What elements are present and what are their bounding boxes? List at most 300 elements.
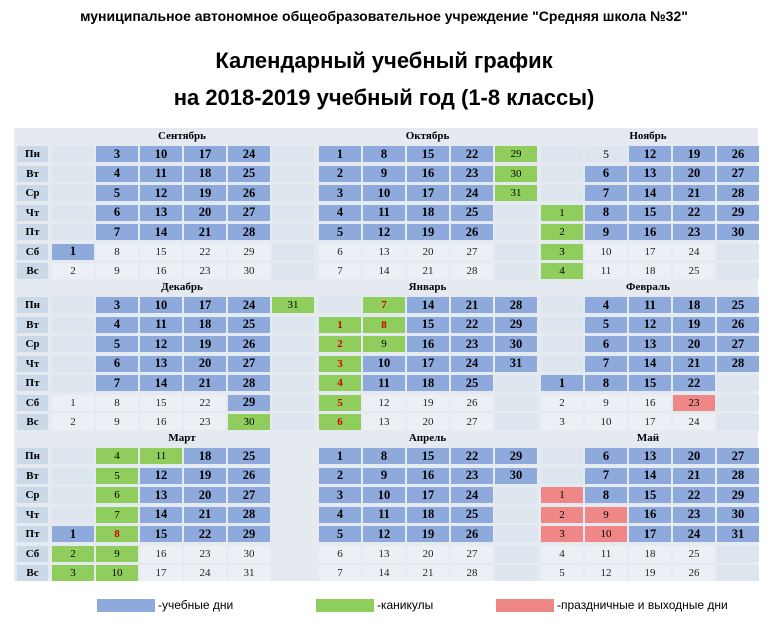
calendar-day-cell: 1 bbox=[319, 146, 361, 162]
calendar-day-cell bbox=[52, 317, 94, 333]
calendar-day-cell: 8 bbox=[96, 526, 138, 542]
legend-festive-label: -праздничные и выходные дни bbox=[557, 598, 728, 612]
calendar-day-cell: 16 bbox=[407, 336, 449, 352]
day-name-label: Сб bbox=[17, 546, 48, 562]
calendar-day-cell: 12 bbox=[629, 317, 671, 333]
calendar-day-cell: 11 bbox=[140, 166, 182, 182]
organization-name: муниципальное автономное общеобразовательное учреждение "Средняя школа №32" bbox=[80, 8, 688, 24]
calendar-day-cell bbox=[52, 297, 94, 313]
day-name-label: Ср bbox=[17, 185, 48, 201]
month-header: Декабрь bbox=[51, 280, 313, 294]
calendar-day-cell: 17 bbox=[407, 185, 449, 201]
calendar-day-cell: 9 bbox=[96, 263, 138, 279]
calendar-day-cell: 15 bbox=[629, 205, 671, 221]
calendar-day-cell bbox=[541, 448, 583, 464]
calendar-day-cell: 22 bbox=[184, 526, 226, 542]
calendar-day-cell: 20 bbox=[184, 356, 226, 372]
calendar-day-cell: 22 bbox=[673, 487, 715, 503]
calendar-day-cell: 10 bbox=[585, 526, 627, 542]
calendar-day-cell: 27 bbox=[717, 448, 759, 464]
calendar-day-cell: 12 bbox=[140, 468, 182, 484]
calendar-day-cell: 3 bbox=[319, 185, 361, 201]
calendar-day-cell: 19 bbox=[407, 395, 449, 411]
calendar-day-cell bbox=[541, 336, 583, 352]
calendar-day-cell bbox=[272, 317, 314, 333]
calendar-day-cell: 12 bbox=[363, 224, 405, 240]
calendar-day-cell: 9 bbox=[363, 336, 405, 352]
calendar-day-cell: 6 bbox=[585, 448, 627, 464]
calendar-day-cell: 5 bbox=[319, 395, 361, 411]
calendar-day-cell: 18 bbox=[629, 263, 671, 279]
calendar-day-cell: 28 bbox=[228, 507, 270, 523]
calendar-day-cell: 23 bbox=[673, 395, 715, 411]
calendar-day-cell: 24 bbox=[451, 487, 493, 503]
calendar-day-cell: 26 bbox=[451, 224, 493, 240]
calendar-day-cell: 9 bbox=[96, 546, 138, 562]
calendar-day-cell: 14 bbox=[140, 224, 182, 240]
calendar-day-cell: 5 bbox=[96, 185, 138, 201]
month-header: Апрель bbox=[318, 431, 537, 445]
calendar-day-cell: 13 bbox=[629, 166, 671, 182]
calendar-day-cell: 5 bbox=[541, 565, 583, 581]
calendar-day-cell bbox=[52, 166, 94, 182]
calendar-day-cell: 8 bbox=[585, 487, 627, 503]
calendar-day-cell: 5 bbox=[96, 468, 138, 484]
day-name-label: Вс bbox=[17, 263, 48, 279]
day-name-label: Пт bbox=[17, 375, 48, 391]
calendar-day-cell: 23 bbox=[673, 224, 715, 240]
calendar-day-cell: 13 bbox=[363, 414, 405, 430]
calendar-day-cell bbox=[272, 244, 314, 260]
calendar-day-cell: 7 bbox=[363, 297, 405, 313]
calendar-day-cell: 28 bbox=[717, 468, 759, 484]
calendar-day-cell bbox=[541, 317, 583, 333]
calendar-day-cell: 21 bbox=[673, 356, 715, 372]
calendar-day-cell: 1 bbox=[541, 375, 583, 391]
calendar-day-cell bbox=[272, 146, 314, 162]
month-header: Март bbox=[51, 431, 313, 445]
calendar-day-cell: 26 bbox=[451, 526, 493, 542]
calendar-day-cell: 18 bbox=[184, 317, 226, 333]
calendar-day-cell: 16 bbox=[140, 414, 182, 430]
calendar-day-cell: 20 bbox=[407, 244, 449, 260]
calendar-day-cell: 29 bbox=[495, 146, 537, 162]
calendar-day-cell bbox=[272, 205, 314, 221]
calendar-day-cell: 15 bbox=[407, 146, 449, 162]
calendar-day-cell: 17 bbox=[629, 526, 671, 542]
calendar-day-cell: 12 bbox=[585, 565, 627, 581]
day-name-label: Вт bbox=[17, 166, 48, 182]
calendar-day-cell: 24 bbox=[184, 565, 226, 581]
calendar-day-cell: 21 bbox=[184, 507, 226, 523]
calendar-day-cell: 21 bbox=[184, 375, 226, 391]
calendar-day-cell: 8 bbox=[363, 146, 405, 162]
calendar-day-cell: 13 bbox=[140, 205, 182, 221]
calendar-day-cell: 14 bbox=[407, 297, 449, 313]
calendar-day-cell bbox=[495, 263, 537, 279]
calendar-day-cell: 6 bbox=[96, 205, 138, 221]
calendar-day-cell: 2 bbox=[52, 263, 94, 279]
calendar-day-cell: 5 bbox=[319, 224, 361, 240]
calendar-day-cell: 22 bbox=[184, 395, 226, 411]
calendar-day-cell: 29 bbox=[228, 526, 270, 542]
calendar-day-cell bbox=[52, 185, 94, 201]
calendar-day-cell: 25 bbox=[451, 205, 493, 221]
calendar-day-cell: 12 bbox=[140, 336, 182, 352]
calendar-day-cell: 17 bbox=[184, 146, 226, 162]
day-name-label: Сб bbox=[17, 395, 48, 411]
calendar-day-cell: 23 bbox=[184, 263, 226, 279]
calendar-day-cell bbox=[717, 565, 759, 581]
calendar-day-cell: 26 bbox=[717, 317, 759, 333]
calendar-day-cell: 11 bbox=[140, 448, 182, 464]
calendar-day-cell: 22 bbox=[451, 448, 493, 464]
calendar-day-cell bbox=[272, 263, 314, 279]
day-name-label: Пт bbox=[17, 224, 48, 240]
calendar-day-cell: 7 bbox=[585, 356, 627, 372]
school-calendar bbox=[14, 128, 758, 581]
calendar-day-cell: 15 bbox=[407, 317, 449, 333]
calendar-day-cell: 12 bbox=[363, 395, 405, 411]
calendar-day-cell bbox=[272, 356, 314, 372]
calendar-day-cell: 18 bbox=[673, 297, 715, 313]
month-header: Май bbox=[540, 431, 756, 445]
calendar-day-cell: 5 bbox=[96, 336, 138, 352]
calendar-day-cell: 14 bbox=[363, 565, 405, 581]
calendar-day-cell: 30 bbox=[495, 336, 537, 352]
calendar-day-cell: 8 bbox=[585, 205, 627, 221]
calendar-day-cell: 31 bbox=[272, 297, 314, 313]
calendar-day-cell: 18 bbox=[629, 546, 671, 562]
calendar-day-cell bbox=[541, 185, 583, 201]
calendar-day-cell: 4 bbox=[319, 507, 361, 523]
calendar-day-cell: 21 bbox=[407, 565, 449, 581]
calendar-day-cell: 27 bbox=[228, 356, 270, 372]
calendar-day-cell: 16 bbox=[140, 263, 182, 279]
day-name-label: Пн bbox=[17, 297, 48, 313]
calendar-day-cell: 10 bbox=[363, 487, 405, 503]
day-name-label: Чт bbox=[17, 356, 48, 372]
calendar-day-cell: 10 bbox=[96, 565, 138, 581]
calendar-day-cell: 12 bbox=[363, 526, 405, 542]
calendar-day-cell: 10 bbox=[585, 244, 627, 260]
calendar-day-cell: 11 bbox=[363, 375, 405, 391]
calendar-day-cell: 22 bbox=[673, 375, 715, 391]
calendar-day-cell: 2 bbox=[319, 336, 361, 352]
calendar-day-cell: 25 bbox=[673, 546, 715, 562]
calendar-day-cell: 15 bbox=[140, 244, 182, 260]
calendar-day-cell: 24 bbox=[673, 244, 715, 260]
calendar-day-cell: 10 bbox=[140, 146, 182, 162]
calendar-day-cell: 15 bbox=[140, 526, 182, 542]
month-header: Октябрь bbox=[318, 129, 537, 143]
calendar-day-cell: 25 bbox=[228, 448, 270, 464]
calendar-day-cell bbox=[52, 336, 94, 352]
calendar-day-cell: 28 bbox=[451, 263, 493, 279]
day-name-label: Чт bbox=[17, 507, 48, 523]
month-header: Сентябрь bbox=[51, 129, 313, 143]
calendar-day-cell: 29 bbox=[495, 448, 537, 464]
calendar-day-cell: 10 bbox=[363, 356, 405, 372]
calendar-day-cell: 17 bbox=[407, 356, 449, 372]
calendar-day-cell: 3 bbox=[96, 146, 138, 162]
day-name-label: Пн bbox=[17, 448, 48, 464]
calendar-day-cell: 31 bbox=[717, 526, 759, 542]
calendar-day-cell: 10 bbox=[363, 185, 405, 201]
calendar-day-cell: 17 bbox=[629, 414, 671, 430]
day-name-label: Чт bbox=[17, 205, 48, 221]
calendar-day-cell: 4 bbox=[319, 375, 361, 391]
calendar-day-cell bbox=[52, 448, 94, 464]
calendar-day-cell: 25 bbox=[673, 263, 715, 279]
calendar-day-cell bbox=[541, 146, 583, 162]
day-name-label: Вт bbox=[17, 317, 48, 333]
calendar-day-cell bbox=[541, 356, 583, 372]
calendar-day-cell: 2 bbox=[319, 166, 361, 182]
calendar-day-cell: 18 bbox=[184, 448, 226, 464]
calendar-day-cell: 18 bbox=[407, 375, 449, 391]
calendar-day-cell: 11 bbox=[585, 263, 627, 279]
calendar-day-cell: 30 bbox=[228, 263, 270, 279]
calendar-day-cell: 2 bbox=[541, 507, 583, 523]
calendar-day-cell: 27 bbox=[451, 546, 493, 562]
calendar-day-cell: 26 bbox=[673, 565, 715, 581]
day-name-label: Пт bbox=[17, 526, 48, 542]
page-title: Календарный учебный график bbox=[215, 48, 553, 73]
calendar-day-cell: 7 bbox=[319, 263, 361, 279]
month-header: Ноябрь bbox=[540, 129, 756, 143]
calendar-day-cell: 4 bbox=[96, 166, 138, 182]
calendar-day-cell: 19 bbox=[629, 565, 671, 581]
calendar-day-cell bbox=[272, 336, 314, 352]
calendar-day-cell: 24 bbox=[228, 297, 270, 313]
day-name-label: Вс bbox=[17, 414, 48, 430]
calendar-day-cell bbox=[541, 297, 583, 313]
calendar-day-cell bbox=[52, 375, 94, 391]
calendar-day-cell: 9 bbox=[96, 414, 138, 430]
calendar-day-cell: 21 bbox=[407, 263, 449, 279]
calendar-day-cell: 29 bbox=[717, 487, 759, 503]
calendar-day-cell: 27 bbox=[228, 205, 270, 221]
calendar-day-cell: 9 bbox=[363, 468, 405, 484]
calendar-day-cell: 19 bbox=[407, 224, 449, 240]
calendar-day-cell: 1 bbox=[52, 244, 94, 260]
calendar-day-cell: 20 bbox=[407, 414, 449, 430]
calendar-day-cell: 1 bbox=[52, 526, 94, 542]
calendar-day-cell: 16 bbox=[407, 166, 449, 182]
calendar-day-cell bbox=[495, 487, 537, 503]
day-name-label: Ср bbox=[17, 336, 48, 352]
calendar-day-cell: 6 bbox=[96, 356, 138, 372]
calendar-day-cell: 8 bbox=[363, 448, 405, 464]
calendar-day-cell: 11 bbox=[363, 205, 405, 221]
calendar-day-cell bbox=[272, 185, 314, 201]
calendar-day-cell: 14 bbox=[140, 375, 182, 391]
calendar-day-cell: 26 bbox=[228, 468, 270, 484]
calendar-day-cell bbox=[52, 468, 94, 484]
calendar-day-cell: 4 bbox=[541, 546, 583, 562]
calendar-day-cell bbox=[495, 565, 537, 581]
calendar-day-cell: 12 bbox=[140, 185, 182, 201]
calendar-day-cell: 22 bbox=[451, 146, 493, 162]
calendar-day-cell: 30 bbox=[495, 166, 537, 182]
calendar-day-cell: 1 bbox=[541, 487, 583, 503]
calendar-day-cell bbox=[717, 244, 759, 260]
calendar-day-cell: 4 bbox=[319, 205, 361, 221]
calendar-day-cell: 18 bbox=[407, 507, 449, 523]
calendar-day-cell: 27 bbox=[451, 414, 493, 430]
calendar-day-cell: 17 bbox=[140, 565, 182, 581]
calendar-day-cell: 27 bbox=[717, 336, 759, 352]
calendar-day-cell bbox=[495, 224, 537, 240]
calendar-day-cell: 9 bbox=[585, 224, 627, 240]
day-name-label: Вт bbox=[17, 468, 48, 484]
calendar-day-cell: 23 bbox=[451, 166, 493, 182]
calendar-day-cell: 4 bbox=[585, 297, 627, 313]
calendar-day-cell bbox=[495, 205, 537, 221]
calendar-day-cell: 7 bbox=[319, 565, 361, 581]
calendar-day-cell: 28 bbox=[717, 185, 759, 201]
calendar-day-cell: 6 bbox=[319, 414, 361, 430]
calendar-day-cell bbox=[495, 546, 537, 562]
calendar-day-cell: 29 bbox=[228, 395, 270, 411]
calendar-day-cell: 3 bbox=[541, 414, 583, 430]
calendar-day-cell: 6 bbox=[319, 244, 361, 260]
calendar-day-cell: 31 bbox=[228, 565, 270, 581]
calendar-day-cell: 24 bbox=[673, 526, 715, 542]
calendar-day-cell: 7 bbox=[585, 185, 627, 201]
calendar-day-cell: 4 bbox=[96, 317, 138, 333]
calendar-day-cell: 28 bbox=[228, 375, 270, 391]
calendar-day-cell: 8 bbox=[96, 395, 138, 411]
calendar-day-cell: 14 bbox=[363, 263, 405, 279]
calendar-day-cell: 15 bbox=[629, 375, 671, 391]
calendar-day-cell: 20 bbox=[184, 205, 226, 221]
calendar-day-cell: 2 bbox=[319, 468, 361, 484]
calendar-day-cell: 13 bbox=[363, 244, 405, 260]
calendar-day-cell: 31 bbox=[495, 185, 537, 201]
calendar-day-cell: 24 bbox=[228, 146, 270, 162]
calendar-day-cell: 26 bbox=[451, 395, 493, 411]
calendar-day-cell bbox=[52, 487, 94, 503]
calendar-day-cell: 5 bbox=[585, 317, 627, 333]
month-header: Январь bbox=[318, 280, 537, 294]
calendar-day-cell: 23 bbox=[184, 546, 226, 562]
calendar-day-cell bbox=[495, 375, 537, 391]
calendar-day-cell: 9 bbox=[585, 507, 627, 523]
calendar-day-cell: 2 bbox=[52, 414, 94, 430]
calendar-day-cell: 4 bbox=[541, 263, 583, 279]
calendar-day-cell: 11 bbox=[140, 317, 182, 333]
calendar-day-cell: 16 bbox=[629, 395, 671, 411]
legend-festive-swatch bbox=[496, 599, 554, 612]
calendar-day-cell: 25 bbox=[451, 507, 493, 523]
calendar-day-cell: 6 bbox=[585, 336, 627, 352]
calendar-day-cell: 28 bbox=[228, 224, 270, 240]
calendar-day-cell: 30 bbox=[495, 468, 537, 484]
calendar-day-cell bbox=[495, 395, 537, 411]
calendar-day-cell: 23 bbox=[673, 507, 715, 523]
calendar-day-cell: 9 bbox=[585, 395, 627, 411]
calendar-day-cell: 24 bbox=[451, 356, 493, 372]
calendar-day-cell: 5 bbox=[585, 146, 627, 162]
day-name-label: Вс bbox=[17, 565, 48, 581]
calendar-day-cell bbox=[272, 395, 314, 411]
calendar-day-cell: 1 bbox=[319, 317, 361, 333]
calendar-day-cell: 14 bbox=[629, 468, 671, 484]
calendar-day-cell: 7 bbox=[96, 507, 138, 523]
calendar-day-cell: 29 bbox=[495, 317, 537, 333]
calendar-day-cell bbox=[495, 507, 537, 523]
calendar-day-cell bbox=[52, 146, 94, 162]
calendar-day-cell bbox=[52, 356, 94, 372]
legend-holiday bbox=[316, 598, 433, 612]
calendar-day-cell bbox=[52, 224, 94, 240]
calendar-day-cell: 12 bbox=[629, 146, 671, 162]
calendar-day-cell: 7 bbox=[96, 375, 138, 391]
legend-festive bbox=[496, 598, 728, 612]
calendar-day-cell: 6 bbox=[585, 166, 627, 182]
calendar-day-cell: 3 bbox=[52, 565, 94, 581]
calendar-day-cell: 14 bbox=[629, 185, 671, 201]
calendar-day-cell: 20 bbox=[673, 448, 715, 464]
calendar-day-cell: 19 bbox=[184, 468, 226, 484]
calendar-day-cell: 30 bbox=[717, 507, 759, 523]
calendar-day-cell: 29 bbox=[717, 205, 759, 221]
calendar-day-cell bbox=[495, 244, 537, 260]
calendar-day-cell bbox=[717, 395, 759, 411]
calendar-day-cell: 19 bbox=[407, 526, 449, 542]
calendar-day-cell: 30 bbox=[717, 224, 759, 240]
calendar-day-cell: 13 bbox=[140, 356, 182, 372]
calendar-day-cell: 14 bbox=[629, 356, 671, 372]
calendar-day-cell: 15 bbox=[629, 487, 671, 503]
calendar-day-cell: 1 bbox=[52, 395, 94, 411]
calendar-day-cell: 17 bbox=[629, 244, 671, 260]
calendar-day-cell: 21 bbox=[184, 224, 226, 240]
day-name-label: Сб bbox=[17, 244, 48, 260]
calendar-day-cell: 2 bbox=[541, 224, 583, 240]
calendar-day-cell: 25 bbox=[451, 375, 493, 391]
calendar-day-cell bbox=[717, 546, 759, 562]
calendar-day-cell: 26 bbox=[717, 146, 759, 162]
calendar-day-cell: 18 bbox=[407, 205, 449, 221]
calendar-day-cell: 23 bbox=[184, 414, 226, 430]
calendar-day-cell: 29 bbox=[228, 244, 270, 260]
calendar-day-cell: 20 bbox=[673, 336, 715, 352]
calendar-day-cell bbox=[272, 375, 314, 391]
calendar-day-cell: 21 bbox=[673, 468, 715, 484]
calendar-day-cell: 27 bbox=[451, 244, 493, 260]
calendar-day-cell: 31 bbox=[495, 356, 537, 372]
calendar-day-cell: 26 bbox=[228, 336, 270, 352]
calendar-day-cell: 3 bbox=[541, 244, 583, 260]
calendar-day-cell: 23 bbox=[451, 336, 493, 352]
calendar-day-cell: 20 bbox=[407, 546, 449, 562]
calendar-day-cell: 20 bbox=[673, 166, 715, 182]
calendar-day-cell: 28 bbox=[495, 297, 537, 313]
calendar-day-cell bbox=[495, 414, 537, 430]
calendar-day-cell: 27 bbox=[717, 166, 759, 182]
calendar-day-cell: 26 bbox=[228, 185, 270, 201]
calendar-day-cell: 13 bbox=[629, 336, 671, 352]
day-name-label: Ср bbox=[17, 487, 48, 503]
calendar-day-cell bbox=[272, 166, 314, 182]
legend-holiday-swatch bbox=[316, 599, 374, 612]
calendar-day-cell: 16 bbox=[140, 546, 182, 562]
legend-holiday-label: -каникулы bbox=[377, 598, 434, 612]
calendar-day-cell: 19 bbox=[673, 146, 715, 162]
